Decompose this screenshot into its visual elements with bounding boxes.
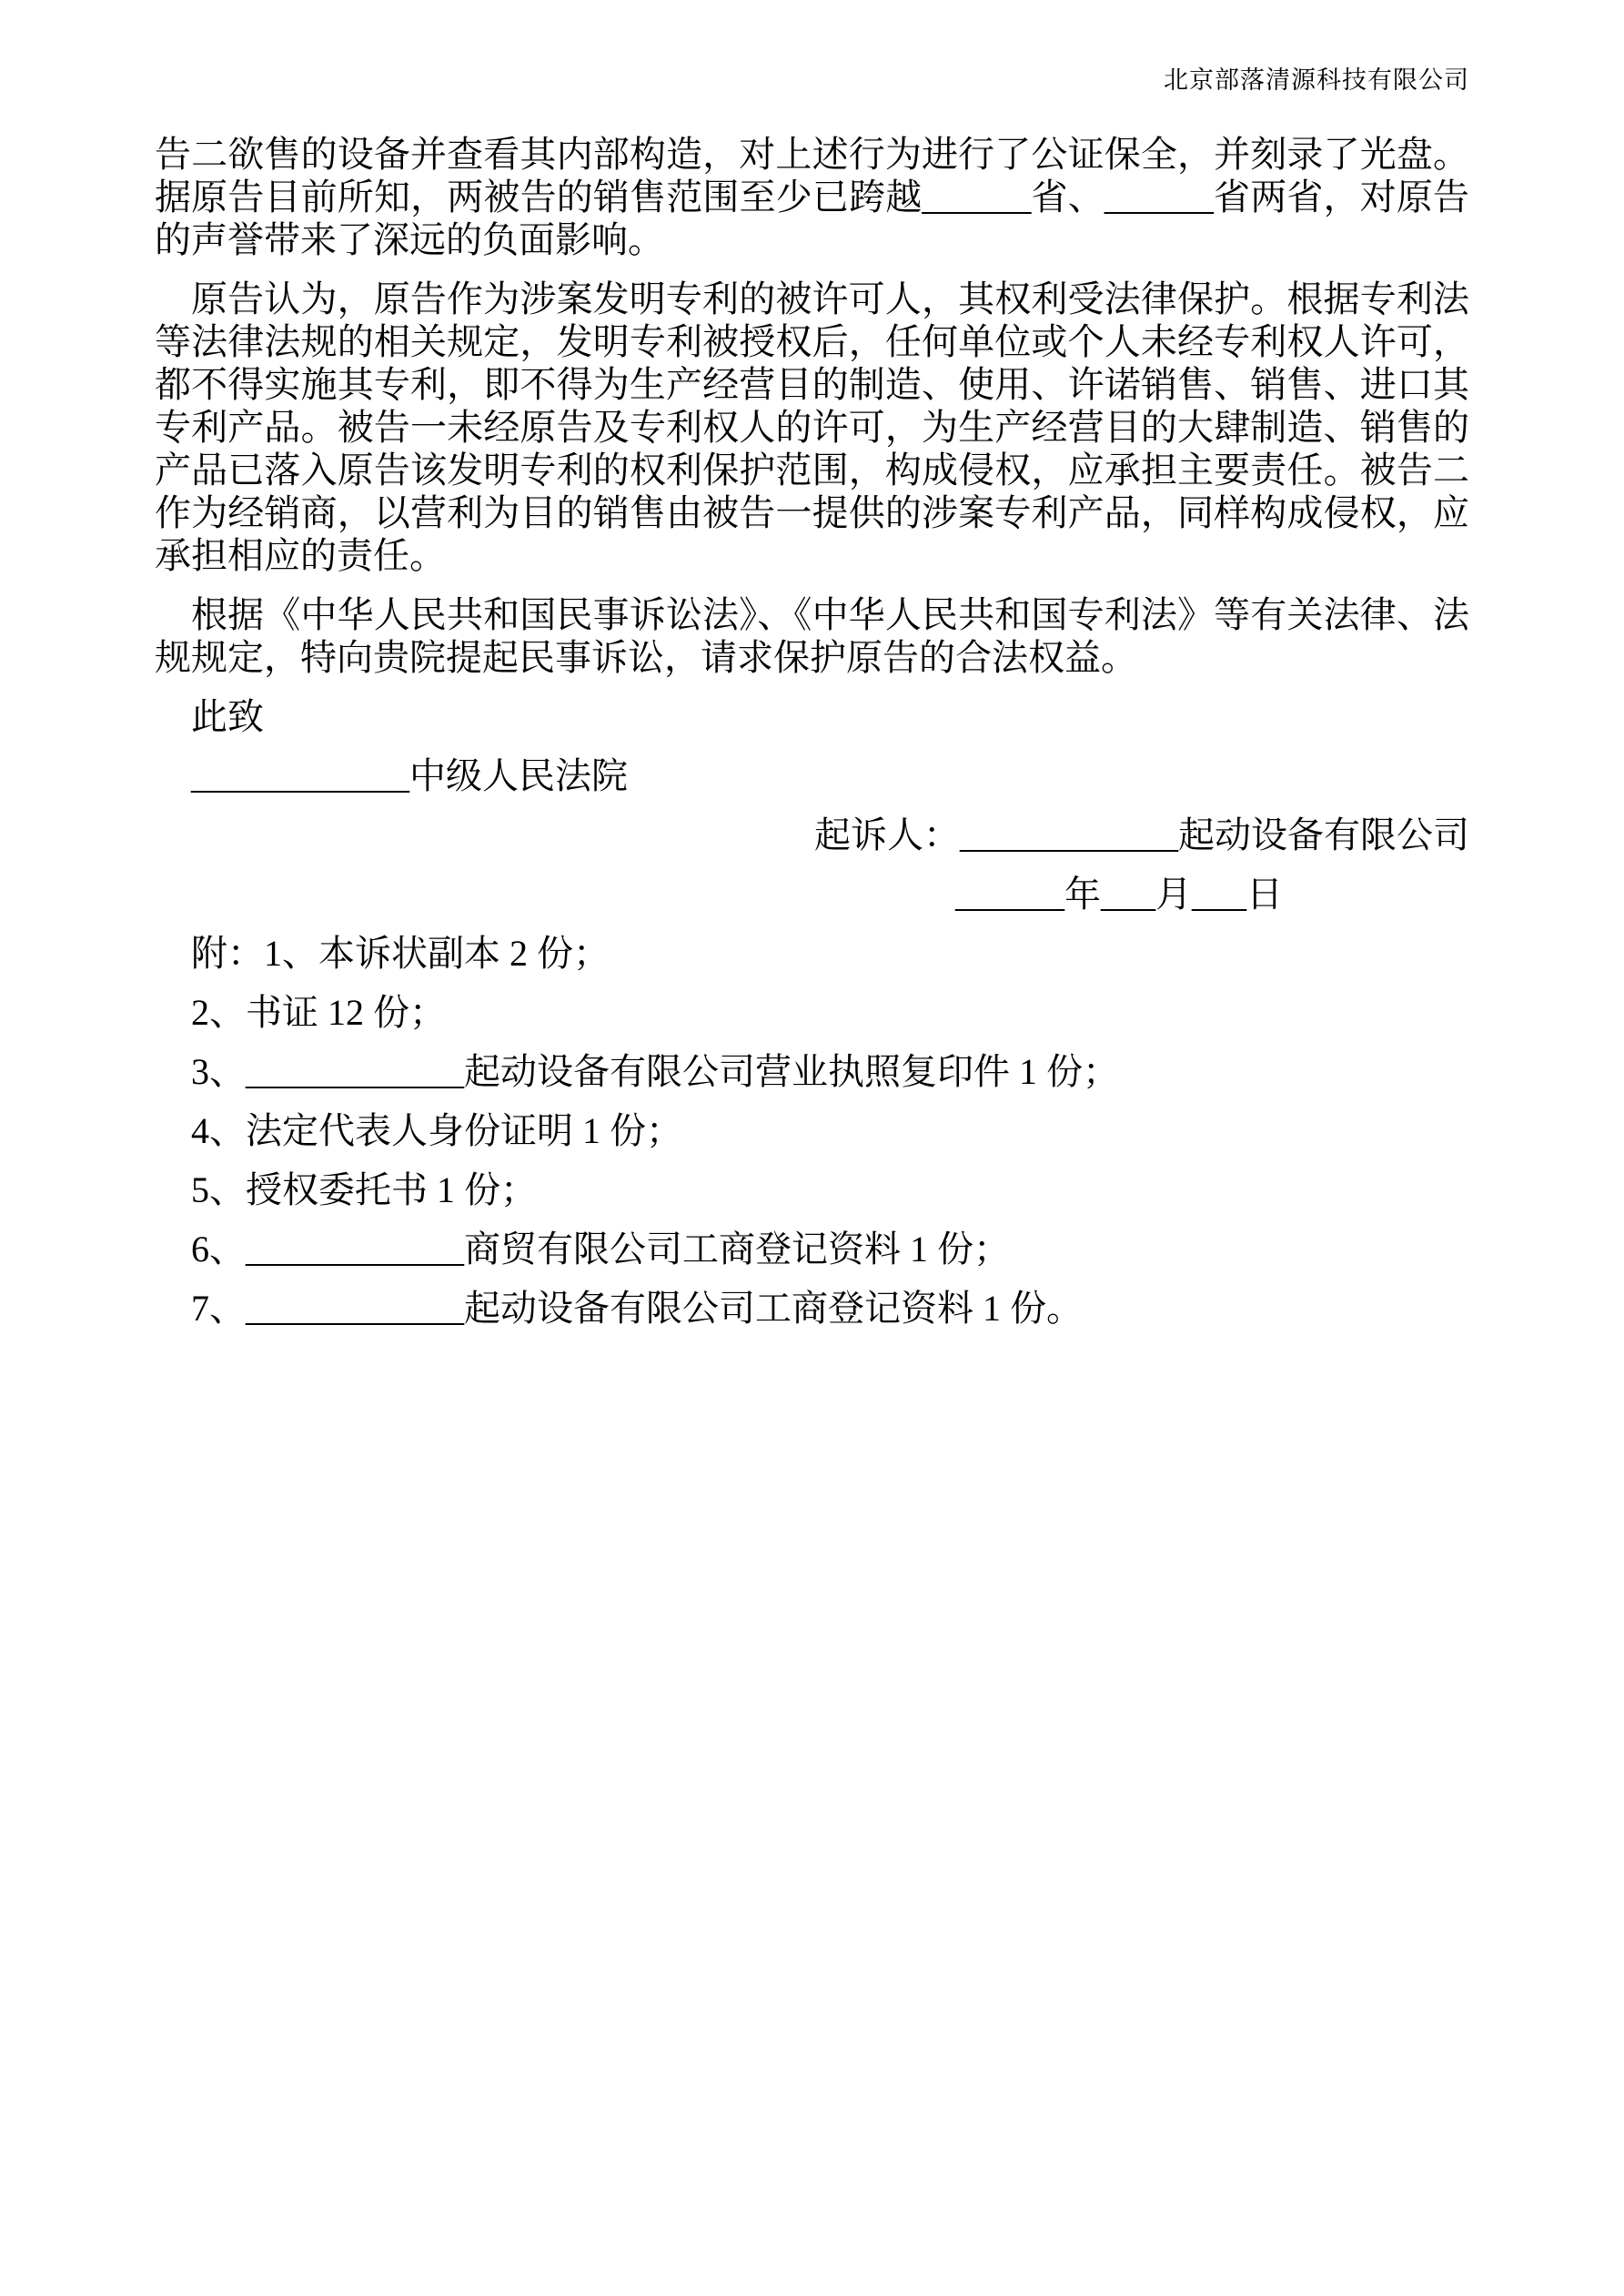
plaintiff-signature-line: 起诉人：____________起动设备有限公司 xyxy=(814,814,1469,855)
paragraph-plaintiff-argument: 原告认为，原告作为涉案发明专利的被许可人，其权利受法律保护。根据专利法等法律法规的相关规定，发明专利被授权后，任何单位或个人未经专利权人许可，都不得实施其专利，即不得为生产经营目的制造、使用、许诺销售、销售、进口其专利产品。被告一未经原告及专利权人的许可，为生产经营目的大肆制造、销售的产品已落入原告该发明专利的权利保护范围，构成侵权，应承担主要责任。被告二作为经销商，以营利为目的销售由被告一提供的涉案专利产品，同样构成侵权，应承担相应的责任。 xyxy=(155,278,1469,576)
court-name-line: ____________中级人民法院 xyxy=(191,755,628,796)
paragraph-legal-basis: 根据《中华人民共和国民事诉讼法》、《中华人民共和国专利法》等有关法律、法规规定，特向贵院提起民事诉讼，请求保护原告的合法权益。 xyxy=(155,594,1469,678)
document-header xyxy=(155,64,1469,96)
attachment-item-1: 附：1、本诉状副本 2 份； xyxy=(191,933,610,974)
attachment-item-3: 3、____________起动设备有限公司营业执照复印件 1 份； xyxy=(191,1051,1119,1092)
closing-salutation: 此致 xyxy=(191,696,264,737)
company-name: 北京部落清源科技有限公司 xyxy=(1164,66,1469,94)
paragraph-continuation: 告二欲售的设备并查看其内部构造，对上述行为进行了公证保全，并刻录了光盘。据原告目前所知，两被告的销售范围至少已跨越______省、______省两省，对原告的声誉带来了深远的负面影响。 xyxy=(155,134,1469,260)
date-line: ______年___月___日 xyxy=(955,874,1283,915)
attachment-item-2: 2、书证 12 份； xyxy=(191,992,446,1033)
attachment-item-7: 7、____________起动设备有限公司工商登记资料 1 份。 xyxy=(191,1288,1083,1329)
attachment-item-4: 4、法定代表人身份证明 1 份； xyxy=(191,1110,682,1151)
attachment-item-5: 5、授权委托书 1 份； xyxy=(191,1169,537,1210)
attachment-item-6: 6、____________商贸有限公司工商登记资料 1 份； xyxy=(191,1229,1010,1269)
